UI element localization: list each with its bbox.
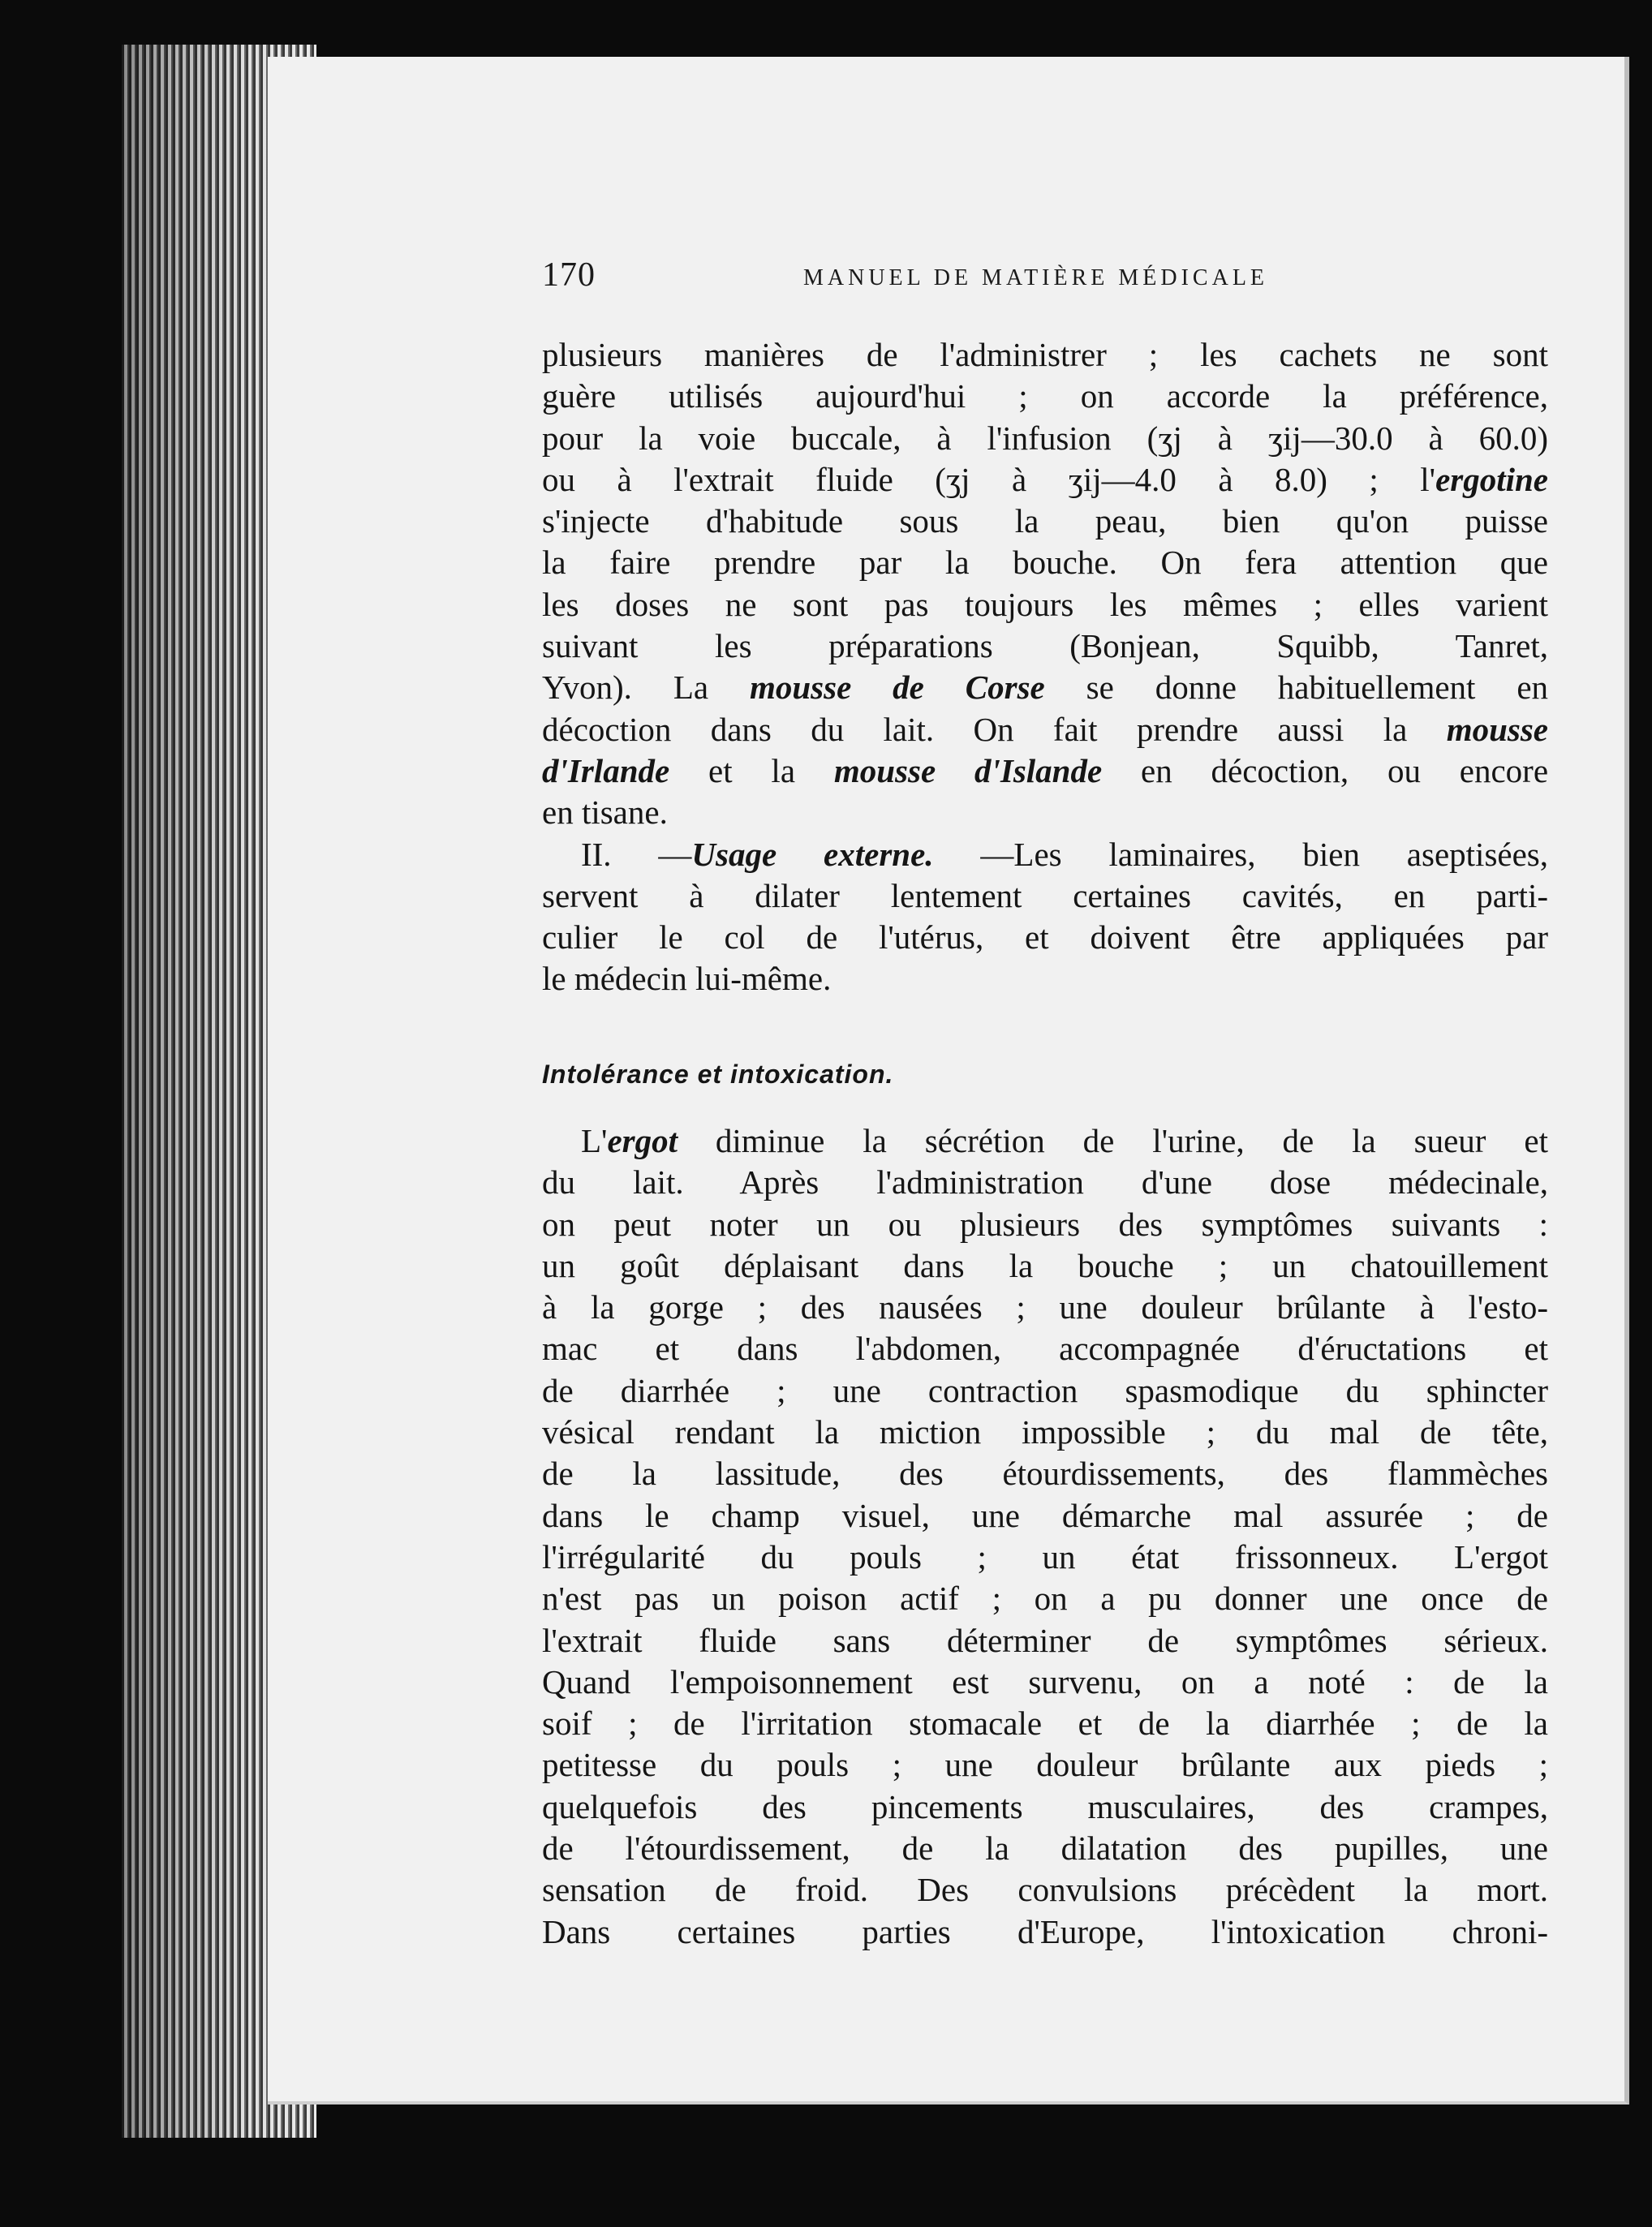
text-fragment: décoction dans du lait. On fait prendre aussi la: [542, 710, 1408, 748]
italic-term: ergotine: [1435, 460, 1548, 498]
text-line: servent à dilater lentement certaines cavités, en parti-: [542, 876, 1548, 914]
text-fragment: ou à l'extrait fluide (ʒj à ʒij—4.0 à 8.0) ;: [542, 460, 1379, 498]
section-heading: Intolérance et intoxication.: [542, 1060, 894, 1089]
text-line: les doses ne sont pas toujours les mêmes ; elles varient: [542, 585, 1548, 623]
text-fragment: La: [673, 669, 709, 707]
text-line: [542, 1120, 1548, 1162]
text-line: guère utilisés aujourd'hui ; on accorde la préférence,: [542, 377, 1548, 415]
text-fragment: L': [581, 1122, 608, 1159]
text-line: un goût déplaisant dans la bouche ; un chatouillement: [542, 1246, 1548, 1284]
text-line: [542, 750, 1548, 792]
text-line: [542, 459, 1548, 501]
text-fragment: en décoction, ou encore: [1141, 751, 1549, 789]
text-fragment: Yvon).: [542, 669, 632, 707]
text-line: [542, 667, 1548, 708]
text-line: soif ; de l'irritation stomacale et de la diarrhée ; de la: [542, 1705, 1548, 1743]
text-fragment: —: [933, 835, 1014, 873]
text-line: le médecin lui-même.: [542, 960, 832, 998]
book-page: [268, 57, 1629, 2104]
text-line: l'extrait fluide sans déterminer de symptômes sérieux.: [542, 1621, 1548, 1659]
text-line: mac et dans l'abdomen, accompagnée d'éructations et: [542, 1330, 1548, 1368]
italic-term: ergot: [607, 1122, 678, 1159]
italic-term: mousse d'Islande: [833, 751, 1103, 789]
text-fragment: l': [1420, 460, 1436, 498]
text-line: [542, 709, 1548, 750]
text-line: petitesse du pouls ; une douleur brûlante aux pieds ;: [542, 1746, 1548, 1784]
text-line: de l'étourdissement, de la dilatation des pupilles, une: [542, 1829, 1548, 1868]
text-line: à la gorge ; des nausées ; une douleur brûlante à l'esto-: [542, 1288, 1548, 1326]
paragraph-intoxication: [542, 1120, 1548, 1953]
running-title: MANUEL DE MATIÈRE MÉDICALE: [803, 265, 1269, 290]
text-line: culier le col de l'utérus, et doivent être appliquées par: [542, 918, 1548, 957]
text-line: de diarrhée ; une contraction spasmodique du sphincter: [542, 1371, 1548, 1409]
text-fragment: se donne habituellement en: [1086, 669, 1549, 707]
text-line: vésical rendant la miction impossible ; du mal de tête,: [542, 1413, 1548, 1451]
page-number: 170: [542, 256, 596, 294]
italic-term: mousse: [1446, 710, 1549, 748]
text-line: dans le champ visuel, une démarche mal assurée ; de: [542, 1496, 1548, 1534]
text-line: Quand l'empoisonnement est survenu, on a noté : de la: [542, 1662, 1548, 1700]
text-line: s'injecte d'habitude sous la peau, bien qu'on puisse: [542, 502, 1548, 540]
italic-term: d'Irlande: [542, 751, 670, 789]
text-line: l'irrégularité du pouls ; un état frissonneux. L'ergot: [542, 1537, 1548, 1576]
paragraph-administration: [542, 334, 1548, 1000]
text-line: suivant les préparations (Bonjean, Squibb, Tanret,: [542, 627, 1548, 665]
section-number: II. —: [581, 835, 692, 873]
text-line: quelquefois des pincements musculaires, des crampes,: [542, 1787, 1548, 1825]
italic-term: mousse de Corse: [749, 669, 1045, 707]
text-line: sensation de froid. Des convulsions précèdent la mort.: [542, 1871, 1548, 1909]
text-line: on peut noter un ou plusieurs des symptômes suivants :: [542, 1205, 1548, 1243]
text-line: en tisane.: [542, 793, 668, 832]
text-line: Dans certaines parties d'Europe, l'intoxication chroni-: [542, 1912, 1548, 1950]
text-fragment: et la: [708, 751, 796, 789]
text-line: la faire prendre par la bouche. On fera attention que: [542, 544, 1548, 582]
page-header: [268, 256, 1624, 304]
text-line: plusieurs manières de l'administrer ; les cachets ne sont: [542, 336, 1548, 373]
text-line: [542, 834, 1548, 875]
text-line: de la lassitude, des étourdissements, des flammèches: [542, 1455, 1548, 1493]
text-fragment: diminue la sécrétion de l'urine, de la sueur et: [677, 1122, 1548, 1159]
text-line: pour la voie buccale, à l'infusion (ʒj à ʒij—30.0 à 60.0): [542, 419, 1548, 457]
text-line: du lait. Après l'administration d'une dose médecinale,: [542, 1163, 1548, 1202]
text-fragment: Les laminaires, bien aseptisées,: [1013, 835, 1549, 873]
italic-term: Usage externe.: [691, 835, 934, 873]
text-line: n'est pas un poison actif ; on a pu donner une once de: [542, 1580, 1548, 1618]
